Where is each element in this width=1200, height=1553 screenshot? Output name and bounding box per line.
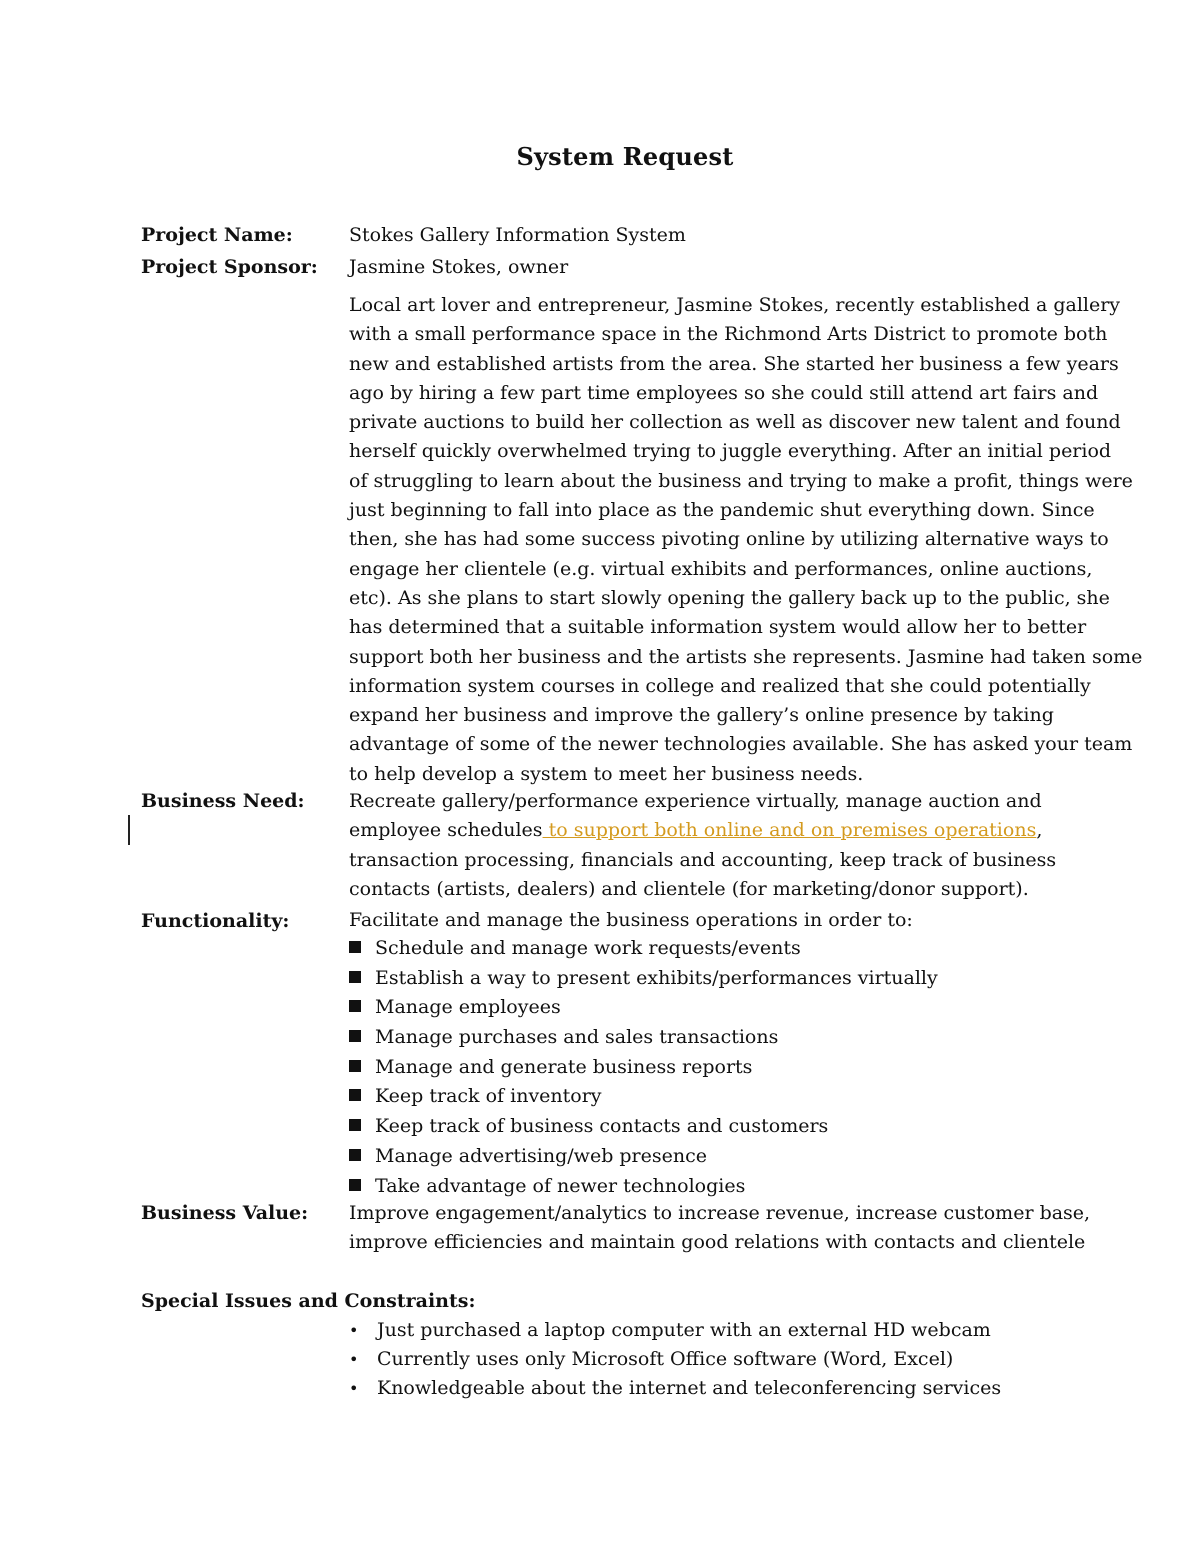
- background-line: private auctions to build her collection as well as discover new talent and found: [349, 411, 1121, 434]
- business-need-line: transaction processing, financials and accounting, keep track of business: [349, 848, 1057, 871]
- special-issues-list: [349, 1316, 1001, 1403]
- background-line: ago by hiring a few part time employees so she could still attend art fairs and: [349, 381, 1099, 404]
- business-value-label: Business Value:: [141, 1202, 309, 1224]
- text-cursor: [128, 815, 130, 845]
- functionality-item-text: Establish a way to present exhibits/performances virtually: [375, 966, 938, 989]
- business-need-line: [349, 816, 1139, 845]
- business-need-line: Recreate gallery/performance experience virtually, manage auction and: [349, 790, 1042, 812]
- functionality-item-text: Manage employees: [375, 996, 561, 1019]
- bullet-dot-icon: •: [349, 1379, 359, 1398]
- business-value-text: [349, 1199, 1139, 1258]
- functionality-item: [349, 934, 938, 964]
- functionality-item: [349, 1053, 938, 1083]
- square-bullet-icon: [349, 941, 361, 953]
- business-need-label: Business Need:: [141, 790, 305, 812]
- functionality-item-text: Keep track of inventory: [375, 1085, 602, 1108]
- background-line: has determined that a suitable information system would allow her to better: [349, 616, 1087, 639]
- square-bullet-icon: [349, 1119, 361, 1131]
- background-paragraph: [349, 291, 1143, 789]
- background-line: advantage of some of the newer technologies available. She has asked your team: [349, 733, 1133, 756]
- background-line: then, she has had some success pivoting online by utilizing alternative ways to: [349, 528, 1109, 551]
- square-bullet-icon: [349, 1179, 361, 1191]
- background-line: etc). As she plans to start slowly opening the gallery back up to the public, she: [349, 586, 1110, 609]
- background-line: with a small performance space in the Richmond Arts District to promote both: [349, 323, 1108, 346]
- business-need-text-prefix: employee schedules: [349, 819, 543, 842]
- functionality-item: [349, 964, 938, 994]
- functionality-item: [349, 1023, 938, 1053]
- functionality-label: Functionality:: [141, 910, 290, 932]
- project-name-value: Stokes Gallery Information System: [349, 224, 686, 246]
- special-issue-text: Just purchased a laptop computer with an external HD webcam: [377, 1319, 991, 1341]
- special-issue-item: [349, 1374, 1001, 1403]
- functionality-list: [349, 934, 938, 1201]
- project-name-label: Project Name:: [141, 224, 293, 246]
- background-line: just beginning to fall into place as the pandemic shut everything down. Since: [349, 499, 1095, 522]
- square-bullet-icon: [349, 1149, 361, 1161]
- business-need-text: [349, 787, 1139, 904]
- functionality-item: [349, 993, 938, 1023]
- project-sponsor-label: Project Sponsor:: [141, 256, 318, 278]
- functionality-item-text: Manage and generate business reports: [375, 1055, 753, 1078]
- background-line: new and established artists from the area. She started her business a few years: [349, 352, 1119, 375]
- square-bullet-icon: [349, 1060, 361, 1072]
- background-line: engage her clientele (e.g. virtual exhibits and performances, online auctions,: [349, 557, 1093, 580]
- business-value-line: improve efficiencies and maintain good relations with contacts and clientele: [349, 1231, 1086, 1254]
- bullet-dot-icon: •: [349, 1350, 359, 1369]
- functionality-item: [349, 1172, 938, 1202]
- functionality-item-text: Schedule and manage work requests/events: [375, 937, 801, 959]
- project-sponsor-value: Jasmine Stokes, owner: [349, 256, 569, 278]
- special-issue-item: [349, 1345, 1001, 1374]
- square-bullet-icon: [349, 1030, 361, 1042]
- background-line: to help develop a system to meet her business needs.: [349, 762, 864, 785]
- page-title: System Request: [516, 142, 734, 171]
- functionality-intro: Facilitate and manage the business operations in order to:: [349, 909, 913, 931]
- background-line: support both her business and the artists she represents. Jasmine had taken some: [349, 645, 1143, 668]
- bullet-dot-icon: •: [349, 1321, 359, 1340]
- square-bullet-icon: [349, 1089, 361, 1101]
- special-issues-heading: Special Issues and Constraints:: [141, 1290, 476, 1312]
- functionality-item-text: Keep track of business contacts and customers: [375, 1115, 829, 1138]
- business-need-line: contacts (artists, dealers) and clientele (for marketing/donor support).: [349, 877, 1029, 900]
- functionality-item: [349, 1082, 938, 1112]
- background-line: Local art lover and entrepreneur, Jasmine Stokes, recently established a gallery: [349, 294, 1121, 316]
- square-bullet-icon: [349, 1000, 361, 1012]
- business-value-line: Improve engagement/analytics to increase revenue, increase customer base,: [349, 1202, 1091, 1224]
- background-line: herself quickly overwhelmed trying to juggle everything. After an initial period: [349, 440, 1112, 463]
- special-issue-item: [349, 1316, 1001, 1345]
- functionality-item-text: Manage advertising/web presence: [375, 1144, 707, 1167]
- functionality-item-text: Take advantage of newer technologies: [375, 1174, 746, 1197]
- business-need-tracked-change[interactable]: to support both online and on premises operations: [542, 819, 1037, 842]
- business-need-text-suffix: ,: [1036, 819, 1043, 842]
- special-issue-text: Knowledgeable about the internet and teleconferencing services: [377, 1377, 1002, 1399]
- special-issue-text: Currently uses only Microsoft Office software (Word, Excel): [377, 1348, 954, 1370]
- functionality-item: [349, 1142, 938, 1172]
- background-line: of struggling to learn about the business and trying to make a profit, things were: [349, 469, 1133, 492]
- background-line: information system courses in college and realized that she could potentially: [349, 674, 1091, 697]
- functionality-item-text: Manage purchases and sales transactions: [375, 1026, 779, 1049]
- background-line: expand her business and improve the gallery’s online presence by taking: [349, 704, 1054, 727]
- functionality-item: [349, 1112, 938, 1142]
- square-bullet-icon: [349, 971, 361, 983]
